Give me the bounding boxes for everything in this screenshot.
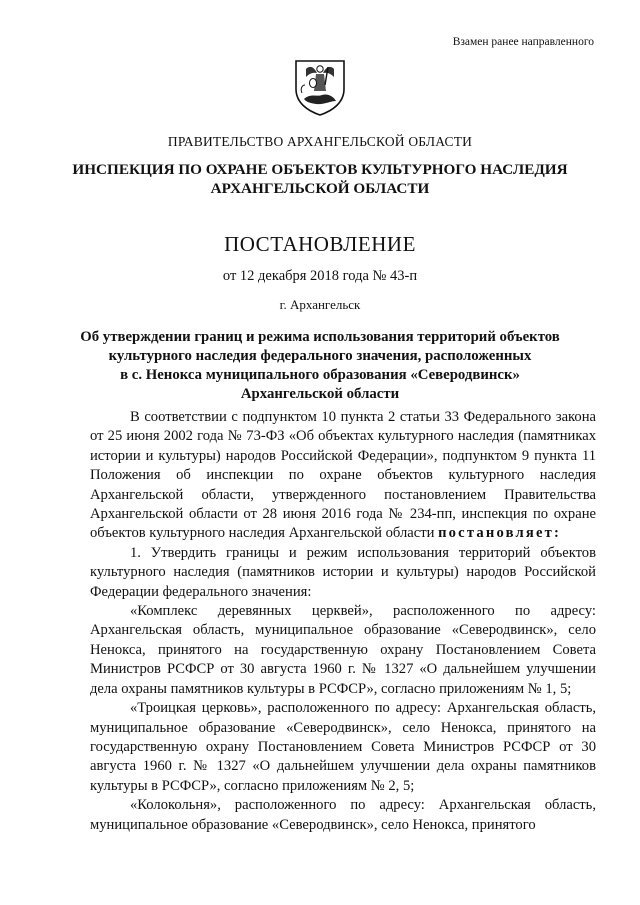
preamble-text: В соответствии с подпунктом 10 пункта 2 статьи 33 Федерального закона от 25 июня 2002 года № 73-ФЗ «Об объектах культурного наследия (памятниках истории и культуры) народов Российской Федерации», подпунктом 9 пункта 11 Положения об инспекции по охране объектов культурного наследия Архангельской области, утвержденного постановлением Правительства Архангельской области от 28 июня 2016 года № 234-пп, инспекция по охране объектов культурного наследия Архангельской области — [90, 409, 596, 542]
document-subject — [0, 328, 640, 404]
agency-name — [0, 160, 640, 198]
subject-line3: в с. Ненокса муниципального образования «Северодвинск» — [120, 367, 520, 383]
government-name: ПРАВИТЕЛЬСТВО АРХАНГЕЛЬСКОЙ ОБЛАСТИ — [167, 134, 473, 149]
object2-paragraph: «Троицкая церковь», расположенного по адресу: Архангельская область, муниципальное образование «Северодвинск», село Ненокса, принятого на государственную охрану Постановлением Совета Министров РСФСР от 30 августа 1960 г. № 1327 «О дальнейшем улучшении дела охраны памятников культуры в РСФСР», согласно приложениям № 2, 5; — [90, 700, 596, 794]
subject-line2: культурного наследия федерального значения, расположенных — [108, 348, 532, 364]
document-type: ПОСТАНОВЛЕНИЕ — [224, 232, 416, 256]
decree-word: постановляет: — [438, 525, 562, 542]
object3-paragraph: «Колокольня», расположенного по адресу: Архангельская область, муниципальное образование «Северодвинск», село Ненокса, принятого — [90, 797, 596, 833]
subject-line4: Архангельской области — [240, 386, 400, 402]
replacement-note: Взамен ранее направленного — [452, 36, 594, 48]
agency-name-line2: АРХАНГЕЛЬСКОЙ ОБЛАСТИ — [210, 180, 430, 197]
subject-line1: Об утверждении границ и режима использования территорий объектов — [80, 329, 560, 345]
object1-paragraph: «Комплекс деревянных церквей», расположенного по адресу: Архангельская область, муниципальное образование «Северодвинск», село Ненокса, принятого на государственную охрану Постановлением Совета Министров РСФСР от 30 августа 1960 г. № 1327 «О дальнейшем улучшении дела охраны памятников культуры в РСФСР», согласно приложениям № 1, 5; — [90, 603, 596, 697]
item1-paragraph: 1. Утвердить границы и режим использования территорий объектов культурного наследия (памятников истории и культуры) народов Российской Федерации федерального значения: — [90, 544, 596, 600]
arkhangelsk-coat-of-arms-icon — [292, 55, 348, 117]
document-date-number: от 12 декабря 2018 года № 43-п — [222, 268, 418, 284]
preamble-paragraph — [90, 408, 596, 544]
agency-name-line1: ИНСПЕКЦИЯ ПО ОХРАНЕ ОБЪЕКТОВ КУЛЬТУРНОГО НАСЛЕДИЯ — [72, 161, 568, 178]
document-city: г. Архангельск — [279, 297, 361, 312]
document-body — [90, 408, 596, 835]
